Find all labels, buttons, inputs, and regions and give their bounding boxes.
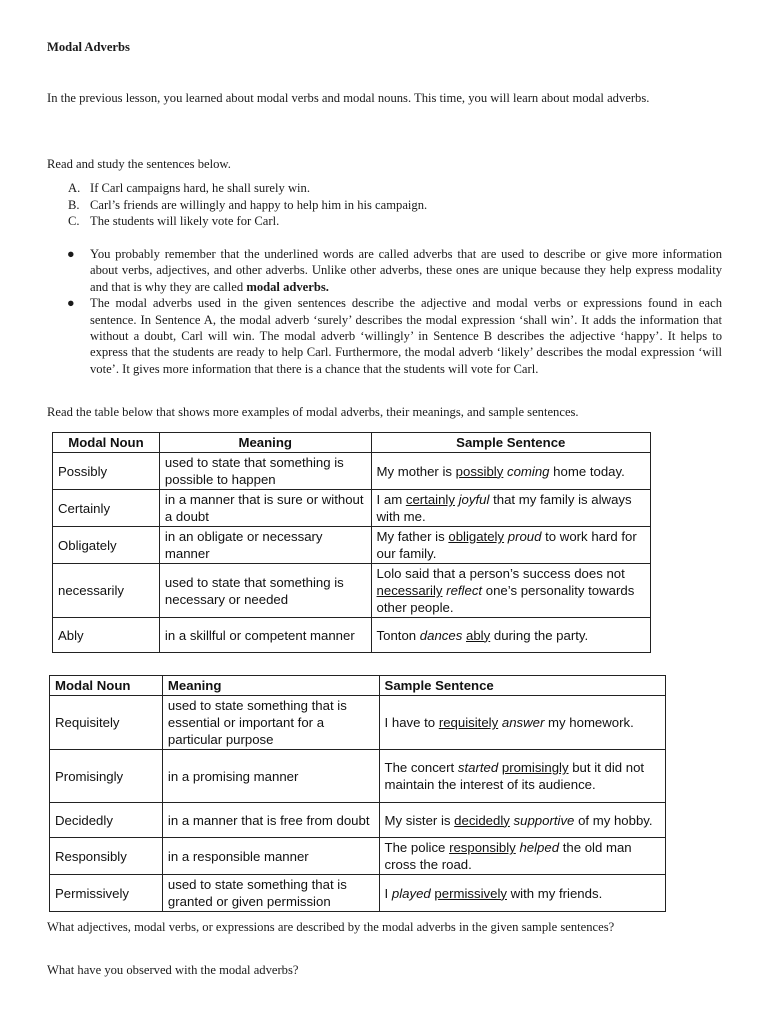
table-header-row <box>50 676 666 696</box>
modal-adverbs-table-2 <box>49 675 666 912</box>
explanation-bullets <box>64 246 722 377</box>
table-row <box>53 453 651 490</box>
modal-word-cell: Ably <box>53 618 160 653</box>
underlined-adverb: ably <box>466 627 491 643</box>
sentence-part: Tonton <box>376 627 420 643</box>
table-row <box>50 838 666 875</box>
table-row <box>50 750 666 803</box>
underlined-adverb: certainly <box>405 492 455 507</box>
bullet-icon: ● <box>67 296 75 311</box>
bullet-text: You probably remember that the underlined words are called adverbs that are used to describe or give more information about verbs, adjectives, and other adverbs. Unlike other adverbs, these ones are unique because they help express modality and that is why they are called <box>90 247 722 294</box>
read-prompt: Read and study the sentences below. <box>47 157 231 171</box>
meaning-cell: in a manner that is sure or without a doubt <box>159 490 371 527</box>
sentence-part: the old man cross the road. <box>384 840 632 872</box>
sentence-part: I am <box>376 492 406 507</box>
table-row <box>53 564 651 618</box>
column-header: Meaning <box>162 676 379 696</box>
table-row <box>53 527 651 564</box>
bullet-bold-term: modal adverbs. <box>246 279 329 294</box>
underlined-adverb: decidedly <box>454 812 510 828</box>
sentence-part: My mother is <box>376 463 456 479</box>
italic-word: started <box>457 760 499 775</box>
underlined-adverb: responsibly <box>449 840 516 855</box>
column-header: Modal Noun <box>50 676 163 696</box>
sentence-text: The students will likely vote for Carl. <box>90 214 280 228</box>
sentence-part: home today. <box>549 463 625 479</box>
table-row <box>50 875 666 912</box>
table-row <box>50 803 666 838</box>
italic-word: proud <box>507 529 542 544</box>
underlined-adverb: promisingly <box>501 760 569 775</box>
modal-word-cell: Decidedly <box>50 803 163 838</box>
sentence-part: My sister is <box>384 812 455 828</box>
question-2: What have you observed with the modal adverbs? <box>47 963 299 977</box>
sample-sentence-cell <box>379 750 665 803</box>
bullet-text: The modal adverbs used in the given sentences describe the adjective and modal verbs or expressions found in each sentence. In Sentence A, the modal adverb ‘surely’ describes the modal expression ‘shall win’. It adds the information that without a doubt, Carl will win. The modal adverb ‘willingly’ in Sentence B describes the adjective ‘happy’. It helps to express that the students are ready to help Carl. Furthermore, the modal adverb ‘likely’ describes the modal expression ‘will vote’. It gives more information that there is a chance that the students will vote for Carl. <box>90 296 722 376</box>
sentence-part: I have to <box>384 715 439 730</box>
sentence-part: My father is <box>376 529 449 544</box>
modal-word-cell: Permissively <box>50 875 163 912</box>
sentence-b <box>68 197 723 214</box>
meaning-cell: in a skillful or competent manner <box>159 618 371 653</box>
sentence-c <box>68 213 723 230</box>
sentence-part: The concert <box>384 760 458 775</box>
page-title: Modal Adverbs <box>47 40 130 54</box>
intro-paragraph: In the previous lesson, you learned about modal verbs and modal nouns. This time, you will learn about modal adverbs. <box>47 91 650 105</box>
italic-word: coming <box>507 463 550 479</box>
meaning-cell: in a promising manner <box>162 750 379 803</box>
table-row <box>53 618 651 653</box>
sentence-part: with my friends. <box>506 885 603 901</box>
meaning-cell: used to state that something is possible to happen <box>159 453 371 490</box>
example-sentences <box>68 180 723 230</box>
modal-word-cell: Certainly <box>53 490 160 527</box>
sample-sentence-cell <box>379 803 665 838</box>
modal-word-cell: Obligately <box>53 527 160 564</box>
sample-sentence-cell <box>371 527 650 564</box>
italic-word: answer <box>501 715 545 730</box>
modal-word-cell: Requisitely <box>50 696 163 750</box>
sample-sentence-cell <box>379 838 665 875</box>
italic-word: supportive <box>513 812 575 828</box>
sentence-part: The police <box>384 840 450 855</box>
sentence-marker: C. <box>68 214 80 228</box>
sentence-part: during the party. <box>490 627 589 643</box>
meaning-cell: in a responsible manner <box>162 838 379 875</box>
sample-sentence-cell <box>371 564 650 618</box>
sample-sentence-cell <box>379 696 665 750</box>
underlined-adverb: necessarily <box>376 583 443 598</box>
italic-word: helped <box>519 840 560 855</box>
column-header: Sample Sentence <box>379 676 665 696</box>
bullet-icon: ● <box>67 247 75 261</box>
sentence-part: but it did not maintain the interest of its audience. <box>384 760 645 792</box>
sentence-part: one’s personality towards other people. <box>376 583 635 615</box>
meaning-cell: used to state that something is necessary or needed <box>159 564 371 618</box>
sentence-part: that my family is always with me. <box>376 492 632 524</box>
table-row <box>53 490 651 527</box>
sentence-text: Carl’s friends are willingly and happy to help him in his campaign. <box>90 197 428 212</box>
sentence-a <box>68 180 723 197</box>
sentence-part: of my hobby. <box>574 812 653 828</box>
bullet-item <box>64 246 722 295</box>
sample-sentence-cell <box>371 453 650 490</box>
sample-sentence-cell <box>371 618 650 653</box>
sentence-marker: B. <box>68 197 80 212</box>
column-header: Modal Noun <box>53 433 160 453</box>
table-prompt: Read the table below that shows more examples of modal adverbs, their meanings, and sample sentences. <box>47 405 579 419</box>
question-1: What adjectives, modal verbs, or expressions are described by the modal adverbs in the given sample sentences? <box>47 920 615 934</box>
italic-word: reflect <box>446 583 483 598</box>
underlined-adverb: obligately <box>448 529 505 544</box>
meaning-cell: used to state something that is essential or important for a particular purpose <box>162 696 379 750</box>
sample-sentence-cell <box>371 490 650 527</box>
sentence-part: I <box>384 885 392 901</box>
column-header: Sample Sentence <box>371 433 650 453</box>
table-header-row <box>53 433 651 453</box>
underlined-adverb: permissively <box>434 885 507 901</box>
modal-word-cell: Responsibly <box>50 838 163 875</box>
column-header: Meaning <box>159 433 371 453</box>
modal-word-cell: Promisingly <box>50 750 163 803</box>
sentence-marker: A. <box>68 181 81 195</box>
modal-word-cell: necessarily <box>53 564 160 618</box>
italic-word: played <box>391 885 431 901</box>
bullet-item <box>64 295 722 377</box>
modal-adverbs-table-1 <box>52 432 651 653</box>
sentence-part: to work hard for our family. <box>376 529 637 561</box>
sentence-part: my homework. <box>544 715 634 730</box>
sample-sentence-cell <box>379 875 665 912</box>
italic-word: joyful <box>458 492 490 507</box>
italic-word: dances <box>419 627 463 643</box>
meaning-cell: in a manner that is free from doubt <box>162 803 379 838</box>
modal-word-cell: Possibly <box>53 453 160 490</box>
underlined-adverb: requisitely <box>438 715 499 730</box>
sentence-text: If Carl campaigns hard, he shall surely win. <box>90 181 310 195</box>
underlined-adverb: possibly <box>455 463 504 479</box>
meaning-cell: in an obligate or necessary manner <box>159 527 371 564</box>
table-row <box>50 696 666 750</box>
meaning-cell: used to state something that is granted or given permission <box>162 875 379 912</box>
sentence-part: Lolo said that a person’s success does not <box>376 566 625 581</box>
